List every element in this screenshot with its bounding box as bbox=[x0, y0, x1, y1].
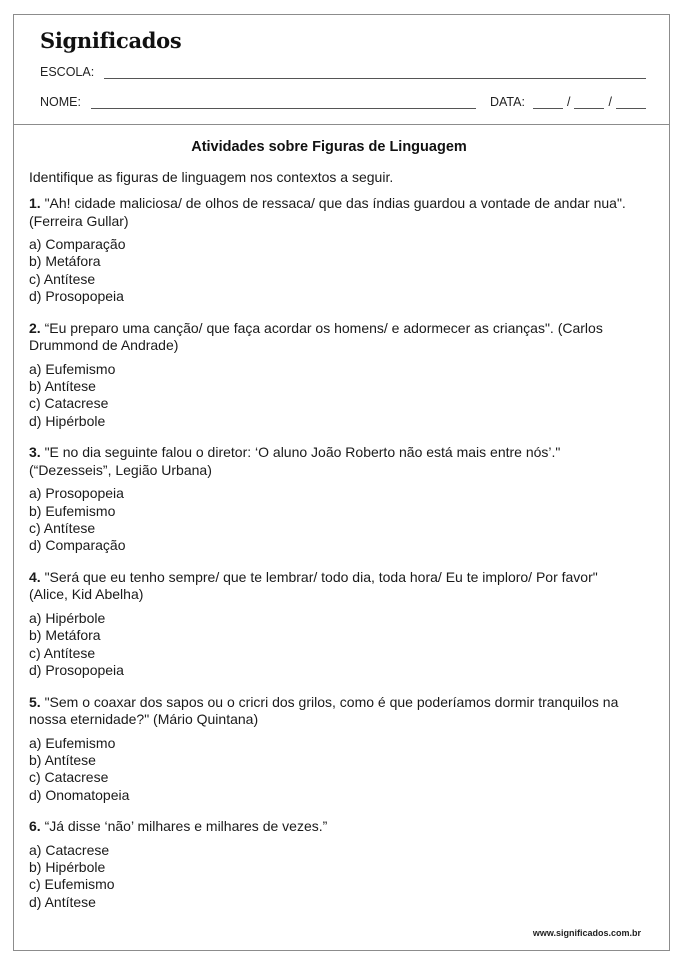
option-d[interactable]: d) Comparação bbox=[29, 537, 126, 554]
question-text bbox=[29, 694, 629, 729]
question-text bbox=[29, 320, 629, 355]
significados-logo: Significados bbox=[40, 28, 182, 53]
option-b[interactable]: b) Metáfora bbox=[29, 627, 101, 644]
question-text bbox=[29, 818, 629, 836]
school-blank-line[interactable] bbox=[104, 65, 646, 79]
question-6 bbox=[29, 818, 629, 911]
worksheet-title: Atividades sobre Figuras de Linguagem bbox=[191, 139, 467, 155]
question-2 bbox=[29, 320, 629, 431]
question-number: 3. bbox=[29, 444, 41, 461]
question-text bbox=[29, 569, 629, 604]
option-c[interactable]: c) Antítese bbox=[29, 270, 96, 287]
question-text bbox=[29, 444, 629, 479]
question-4 bbox=[29, 569, 629, 680]
worksheet-intro: Identifique as figuras de linguagem nos contextos a seguir. bbox=[29, 169, 394, 185]
date-month-blank[interactable] bbox=[574, 95, 604, 109]
worksheet-header bbox=[14, 15, 669, 125]
question-statement: “Já disse ‘não’ milhares e milhares de vezes.” bbox=[44, 818, 328, 835]
question-number: 6. bbox=[29, 818, 41, 835]
question-statement: "Ah! cidade maliciosa/ de olhos de ressaca/ que das índias guardou a vontade de andar nua". (Ferreira Gullar) bbox=[29, 195, 626, 229]
option-b[interactable]: b) Hipérbole bbox=[29, 859, 106, 876]
question-3 bbox=[29, 444, 629, 555]
name-blank-line[interactable] bbox=[91, 95, 476, 109]
name-date-row bbox=[40, 95, 646, 109]
option-a[interactable]: a) Catacrese bbox=[29, 841, 110, 858]
question-statement: “Eu preparo uma canção/ que faça acordar os homens/ e adormecer as crianças". (Carlos Drummond de Andrade) bbox=[29, 319, 603, 354]
footer-url: www.significados.com.br bbox=[532, 928, 641, 938]
question-number: 4. bbox=[29, 568, 41, 585]
option-a[interactable]: a) Hipérbole bbox=[29, 609, 106, 626]
option-d[interactable]: d) Antítese bbox=[29, 893, 96, 910]
question-5 bbox=[29, 694, 629, 805]
option-c[interactable]: c) Catacrese bbox=[29, 769, 109, 786]
worksheet-content bbox=[29, 139, 629, 925]
option-c[interactable]: c) Antítese bbox=[29, 644, 96, 661]
option-a[interactable]: a) Eufemismo bbox=[29, 360, 116, 377]
question-statement: "E no dia seguinte falou o diretor: ‘O aluno João Roberto não está mais entre nós’." (“Dezesseis”, Legião Urbana) bbox=[29, 444, 561, 478]
option-c[interactable]: c) Eufemismo bbox=[29, 876, 115, 893]
option-b[interactable]: b) Antítese bbox=[29, 378, 96, 395]
option-c[interactable]: c) Catacrese bbox=[29, 395, 109, 412]
date-separator: / bbox=[608, 95, 612, 109]
question-number: 2. bbox=[29, 319, 41, 336]
school-label: ESCOLA: bbox=[40, 65, 95, 79]
date-separator: / bbox=[566, 95, 571, 109]
name-label: NOME: bbox=[40, 95, 81, 109]
question-number: 5. bbox=[29, 693, 41, 710]
option-d[interactable]: d) Prosopopeia bbox=[29, 288, 124, 305]
option-b[interactable]: b) Metáfora bbox=[29, 253, 101, 270]
date-year-blank[interactable] bbox=[616, 95, 646, 109]
date-label: DATA: bbox=[489, 95, 525, 109]
question-statement: "Será que eu tenho sempre/ que te lembrar/ todo dia, toda hora/ Eu te imploro/ Por favor" (Alice, Kid Abelha) bbox=[29, 568, 598, 603]
option-d[interactable]: d) Hipérbole bbox=[29, 412, 106, 429]
question-1 bbox=[29, 195, 629, 306]
date-day-blank[interactable] bbox=[533, 95, 563, 109]
option-d[interactable]: d) Prosopopeia bbox=[29, 662, 124, 679]
school-field bbox=[40, 65, 646, 79]
question-statement: "Sem o coaxar dos sapos ou o cricri dos grilos, como é que poderíamos dormir tranquilos na nossa eternidade?" (Mário Quintana) bbox=[29, 693, 619, 727]
question-text bbox=[29, 195, 629, 230]
option-b[interactable]: b) Antítese bbox=[29, 751, 96, 768]
option-c[interactable]: c) Antítese bbox=[29, 520, 96, 537]
question-number: 1. bbox=[29, 195, 41, 211]
option-d[interactable]: d) Onomatopeia bbox=[29, 786, 130, 803]
option-b[interactable]: b) Eufemismo bbox=[29, 502, 116, 519]
option-a[interactable]: a) Comparação bbox=[29, 236, 126, 252]
option-a[interactable]: a) Prosopopeia bbox=[29, 485, 124, 502]
option-a[interactable]: a) Eufemismo bbox=[29, 734, 116, 751]
